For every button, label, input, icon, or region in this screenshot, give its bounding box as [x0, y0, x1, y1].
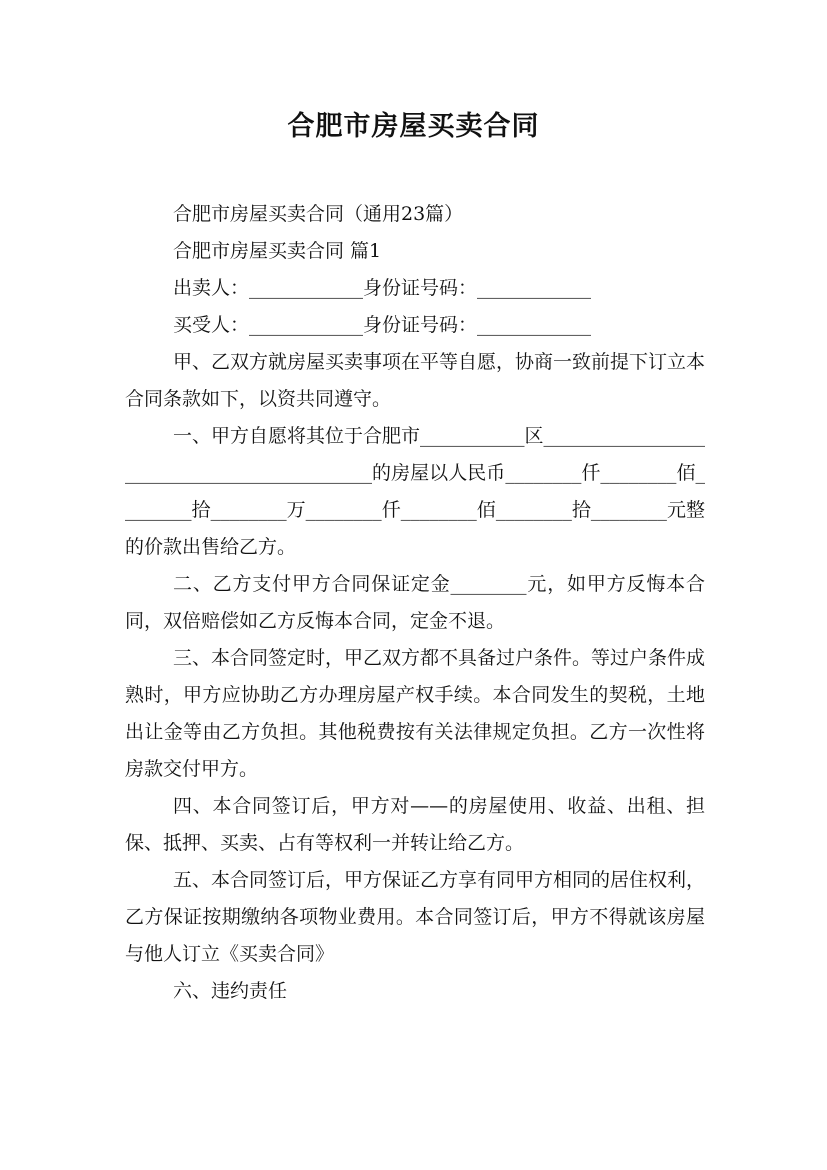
document-body — [125, 196, 705, 1010]
paragraph-buyer: 买受人：____________身份证号码：____________ — [173, 314, 592, 336]
paragraph-clause-5: 五、本合同签订后，甲方保证乙方享有同甲方相同的居住权利，乙方保证按期缴纳各项物业费用。本合同签订后，甲方不得就该房屋与他人订立《买卖合同》 — [125, 869, 706, 965]
paragraph-preamble: 甲、乙双方就房屋买卖事项在平等自愿，协商一致前提下订立本合同条款如下，以资共同遵守。 — [125, 351, 706, 410]
paragraph-section-heading: 合肥市房屋买卖合同 篇1 — [173, 240, 382, 262]
paragraph-clause-6: 六、违约责任 — [173, 980, 288, 1002]
paragraph-clause-4: 四、本合同签订后，甲方对——的房屋使用、收益、出租、担保、抵押、买卖、占有等权利一并转让给乙方。 — [125, 795, 705, 854]
paragraph-clause-2: 二、乙方支付甲方合同保证定金________元，如甲方反悔本合同，双倍赔偿如乙方反悔本合同，定金不退。 — [125, 573, 705, 632]
paragraph-subtitle: 合肥市房屋买卖合同（通用23篇） — [173, 203, 464, 225]
paragraph-clause-3: 三、本合同签定时，甲乙双方都不具备过户条件。等过户条件成熟时，甲方应协助乙方办理房屋产权手续。本合同发生的契税，土地出让金等由乙方负担。其他税费按有关法律规定负担。乙方一次性将房款交付甲方。 — [125, 647, 706, 780]
paragraph-clause-1: 一、甲方自愿将其位于合肥市___________区___________________________________________的房屋以人民币________仟________佰________拾________万________仟________佰________拾________元整的价款出售给乙方。 — [125, 425, 706, 558]
paragraph-seller: 出卖人：____________身份证号码：____________ — [173, 277, 592, 299]
document-title: 合肥市房屋买卖合同 — [287, 111, 540, 142]
